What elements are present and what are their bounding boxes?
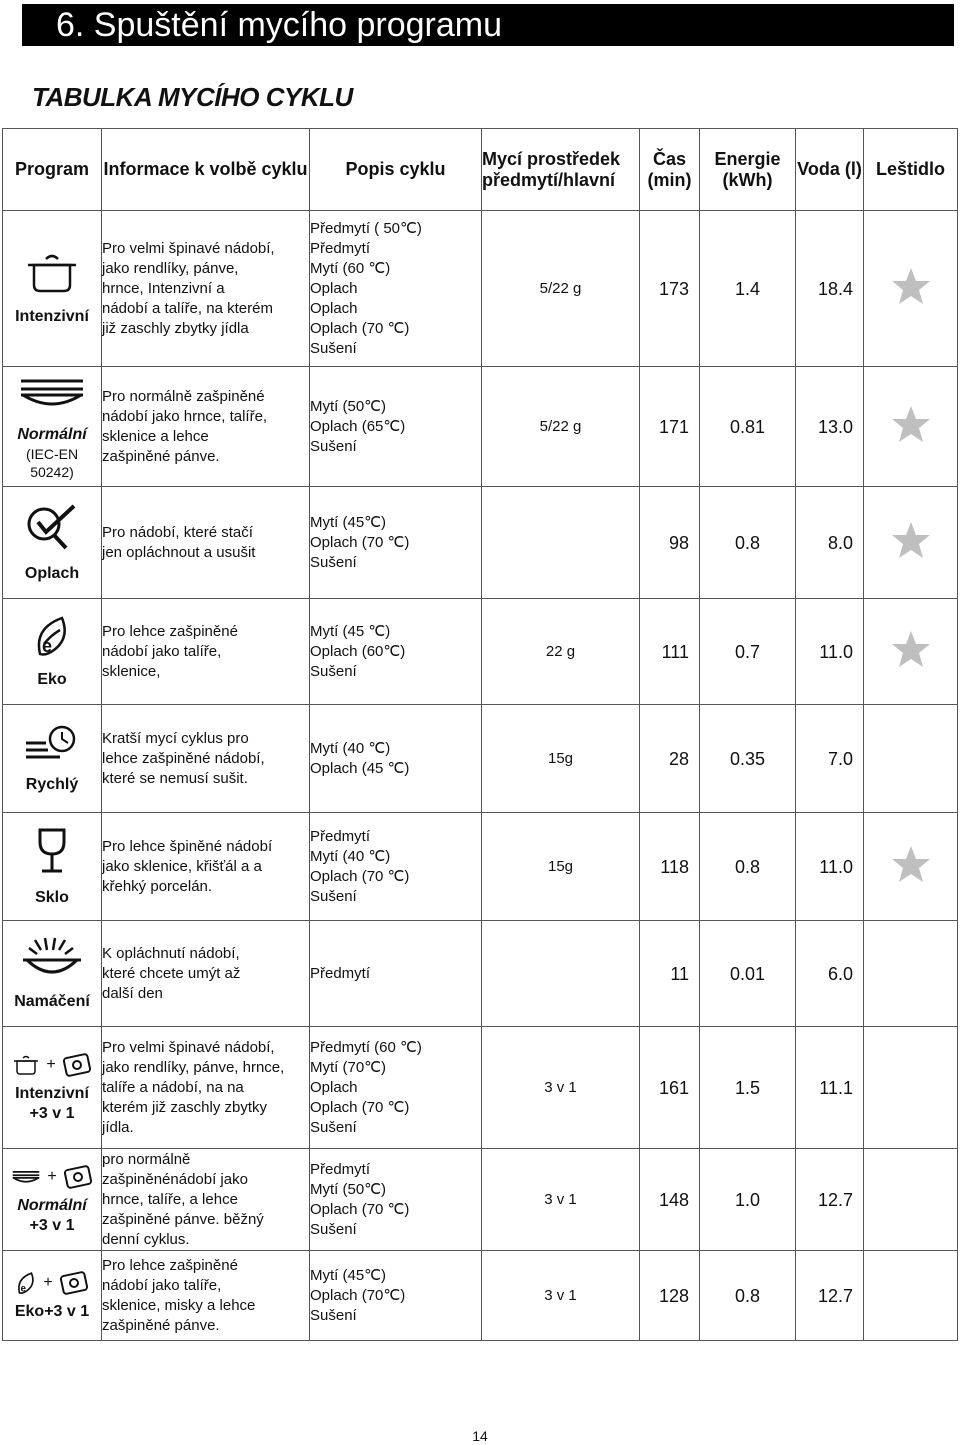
info-line: zašpiněné pánve.: [102, 1316, 220, 1334]
info-line: křehký porcelán.: [102, 877, 213, 895]
cycle-description: [310, 921, 482, 1027]
cycle-info: [102, 813, 310, 921]
water-value: 12.7: [796, 1149, 864, 1251]
energy-value: 0.01: [700, 921, 796, 1027]
time-value: 171: [640, 367, 700, 487]
info-line: Pro lehce zašpiněné: [102, 1256, 238, 1274]
pot-icon: [3, 251, 101, 301]
energy-value: 0.35: [700, 705, 796, 813]
soak-icon: [3, 936, 101, 986]
svg-text:e: e: [42, 635, 53, 656]
water-value: 11.0: [796, 813, 864, 921]
detergent-value: 3 v 1: [482, 1027, 640, 1149]
water-value: 6.0: [796, 921, 864, 1027]
desc-line: Předmytí: [310, 964, 371, 982]
rinse-aid-cell: [864, 1027, 958, 1149]
desc-line: Mytí (50℃): [310, 1180, 387, 1198]
program-cell: [3, 211, 102, 367]
star-icon: [890, 404, 932, 450]
table-row: [3, 1149, 958, 1251]
energy-value: 0.8: [700, 813, 796, 921]
detergent-value: 5/22 g: [482, 211, 640, 367]
desc-line: Mytí (70℃): [310, 1058, 387, 1076]
col-energy: Energie (kWh): [700, 129, 796, 211]
detergent-value: 22 g: [482, 599, 640, 705]
rinse-aid-cell: [864, 705, 958, 813]
info-line: lehce zašpiněné nádobí,: [102, 749, 265, 767]
info-line: jídla.: [102, 1118, 134, 1136]
info-line: jen opláchnout a usušit: [102, 543, 256, 561]
info-line: sklenice,: [102, 662, 161, 680]
desc-line: Předmytí ( 50℃): [310, 219, 422, 237]
info-line: Kratší mycí cyklus pro: [102, 729, 249, 747]
fast-clock-icon: [3, 723, 101, 769]
desc-line: Oplach (70 ℃): [310, 533, 410, 551]
table-row: [3, 211, 958, 367]
table-row: [3, 487, 958, 599]
program-cell: [3, 705, 102, 813]
time-value: 173: [640, 211, 700, 367]
water-value: 7.0: [796, 705, 864, 813]
rinse-aid-cell: [864, 1251, 958, 1341]
info-line: další den: [102, 984, 163, 1002]
cycle-description: [310, 813, 482, 921]
rinse-aid-cell: [864, 599, 958, 705]
info-line: Pro normálně zašpiněné: [102, 387, 265, 405]
program-name: Intenzivní: [15, 307, 89, 325]
desc-line: Oplach (70 ℃): [310, 319, 410, 337]
water-value: 8.0: [796, 487, 864, 599]
info-line: kterém již zaschly zbytky: [102, 1098, 268, 1116]
energy-value: 1.0: [700, 1149, 796, 1251]
detergent-value: 5/22 g: [482, 367, 640, 487]
water-value: 11.1: [796, 1027, 864, 1149]
info-line: již zaschly zbytky jídla: [102, 319, 249, 337]
cycle-info: [102, 1149, 310, 1251]
desc-line: Předmytí: [310, 1160, 371, 1178]
desc-line: Sušení: [310, 662, 357, 680]
col-desc: Popis cyklu: [310, 129, 482, 211]
plates-icon: [3, 373, 101, 419]
rinse-check-icon: [3, 502, 101, 558]
program-name: Sklo: [35, 888, 69, 906]
desc-line: Oplach (60℃): [310, 642, 406, 660]
col-program: Program: [3, 129, 102, 211]
program-name: Eko: [37, 670, 67, 688]
program-subtitle: +3 v 1: [29, 1216, 75, 1234]
water-value: 18.4: [796, 211, 864, 367]
star-icon: [890, 520, 932, 566]
col-rinse: Leštidlo: [864, 129, 958, 211]
program-cell: [3, 1251, 102, 1341]
program-subtitle: +3 v 1: [29, 1104, 75, 1122]
cycle-info: [102, 921, 310, 1027]
info-line: Pro velmi špinavé nádobí,: [102, 1038, 275, 1056]
desc-line: Předmytí (60 ℃): [310, 1038, 422, 1056]
table-title: TABULKA MYCÍHO CYKLU: [32, 82, 353, 112]
program-subtitle: (IEC-EN 50242): [25, 445, 79, 480]
program-name: Intenzivní: [15, 1084, 89, 1102]
desc-line: Předmytí: [310, 827, 371, 845]
star-icon: [890, 266, 932, 312]
svg-text:e: e: [20, 1283, 27, 1295]
energy-value: 0.8: [700, 1251, 796, 1341]
program-cell: [3, 1027, 102, 1149]
water-value: 12.7: [796, 1251, 864, 1341]
info-line: hrnce, talíře, a lehce: [102, 1190, 238, 1208]
desc-line: Mytí (40 ℃): [310, 847, 391, 865]
info-line: K opláchnutí nádobí,: [102, 944, 240, 962]
rinse-aid-cell: [864, 487, 958, 599]
energy-value: 0.8: [700, 487, 796, 599]
detergent-value: 3 v 1: [482, 1149, 640, 1251]
cycle-info: [102, 1251, 310, 1341]
glass-icon: [3, 826, 101, 882]
detergent-value: [482, 921, 640, 1027]
desc-line: Oplach: [310, 299, 358, 317]
water-value: 11.0: [796, 599, 864, 705]
plates-tablet-icon: +: [3, 1164, 101, 1190]
rinse-aid-cell: [864, 211, 958, 367]
cycle-description: [310, 1027, 482, 1149]
cycle-description: [310, 1149, 482, 1251]
star-icon: [890, 844, 932, 890]
info-line: jako sklenice, křišťál a a: [102, 857, 262, 875]
cycle-info: [102, 367, 310, 487]
time-value: 111: [640, 599, 700, 705]
info-line: které chcete umýt až: [102, 964, 241, 982]
desc-line: Oplach (45 ℃): [310, 759, 410, 777]
page-number: 14: [472, 1428, 488, 1444]
time-value: 148: [640, 1149, 700, 1251]
desc-line: Mytí (45 ℃): [310, 622, 391, 640]
info-line: talíře a nádobí, na na: [102, 1078, 244, 1096]
program-name: Normální: [17, 425, 87, 443]
cycle-info: [102, 487, 310, 599]
desc-line: Mytí (45℃): [310, 513, 387, 531]
energy-value: 1.5: [700, 1027, 796, 1149]
info-line: Pro nádobí, které stačí: [102, 523, 253, 541]
table-header-row: [3, 129, 958, 211]
info-line: Pro velmi špinavé nádobí,: [102, 239, 275, 257]
table-row: [3, 705, 958, 813]
section-header: [22, 4, 954, 46]
time-value: 11: [640, 921, 700, 1027]
info-line: jako rendlíky, pánve, hrnce,: [102, 1058, 285, 1076]
energy-value: 0.7: [700, 599, 796, 705]
col-detergent: Mycí prostředek předmytí/hlavní: [482, 129, 640, 211]
info-line: zašpiněné pánve.: [102, 447, 220, 465]
info-line: nádobí jako talíře,: [102, 642, 222, 660]
desc-line: Oplach (70 ℃): [310, 1200, 410, 1218]
table-row: [3, 599, 958, 705]
info-line: sklenice a lehce: [102, 427, 209, 445]
program-cell: [3, 487, 102, 599]
cycle-info: [102, 211, 310, 367]
time-value: 28: [640, 705, 700, 813]
table-row: [3, 1251, 958, 1341]
cycle-description: [310, 705, 482, 813]
table-row: [3, 921, 958, 1027]
leaf-icon: [3, 614, 101, 664]
col-water: Voda (l): [796, 129, 864, 211]
desc-line: Předmytí: [310, 239, 371, 257]
info-line: sklenice, misky a lehce: [102, 1296, 256, 1314]
program-cell: [3, 813, 102, 921]
table-row: [3, 367, 958, 487]
time-value: 128: [640, 1251, 700, 1341]
info-line: zašpiněné pánve. běžný: [102, 1210, 264, 1228]
detergent-value: 15g: [482, 705, 640, 813]
desc-line: Sušení: [310, 1220, 357, 1238]
info-line: pro normálně: [102, 1150, 191, 1168]
time-value: 98: [640, 487, 700, 599]
desc-line: Oplach (65℃): [310, 417, 406, 435]
water-value: 13.0: [796, 367, 864, 487]
desc-line: Sušení: [310, 437, 357, 455]
info-line: nádobí jako hrnce, talíře,: [102, 407, 268, 425]
program-name: Namáčení: [14, 992, 90, 1010]
desc-line: Oplach (70℃): [310, 1286, 406, 1304]
desc-line: Oplach: [310, 1078, 358, 1096]
desc-line: Oplach: [310, 279, 358, 297]
cycle-info: [102, 1027, 310, 1149]
col-time: Čas (min): [640, 129, 700, 211]
desc-line: Mytí (45℃): [310, 1266, 387, 1284]
info-line: hrnce, Intenzivní a: [102, 279, 225, 297]
time-value: 161: [640, 1027, 700, 1149]
desc-line: Mytí (60 ℃): [310, 259, 391, 277]
rinse-aid-cell: [864, 367, 958, 487]
cycle-description: [310, 487, 482, 599]
cycle-info: [102, 705, 310, 813]
table-row: [3, 813, 958, 921]
detergent-value: 15g: [482, 813, 640, 921]
desc-line: Sušení: [310, 887, 357, 905]
energy-value: 0.81: [700, 367, 796, 487]
rinse-aid-cell: [864, 813, 958, 921]
info-line: Pro lehce zašpiněné: [102, 622, 238, 640]
cycle-info: [102, 599, 310, 705]
pot-tablet-icon: +: [3, 1052, 101, 1078]
desc-line: Sušení: [310, 1306, 357, 1324]
program-name: Oplach: [24, 564, 80, 582]
star-icon: [890, 629, 932, 675]
info-line: Pro lehce špiněné nádobí: [102, 837, 273, 855]
desc-line: Sušení: [310, 339, 357, 357]
rinse-aid-cell: [864, 921, 958, 1027]
cycle-description: [310, 367, 482, 487]
info-line: nádobí jako talíře,: [102, 1276, 222, 1294]
program-name: Rychlý: [25, 775, 79, 793]
table-row: [3, 1027, 958, 1149]
program-cell: [3, 921, 102, 1027]
wash-cycle-table: [2, 128, 958, 1341]
col-info: Informace k volbě cyklu: [102, 129, 310, 211]
time-value: 118: [640, 813, 700, 921]
energy-value: 1.4: [700, 211, 796, 367]
program-name: Eko+3 v 1: [14, 1302, 90, 1320]
cycle-description: [310, 599, 482, 705]
program-cell: [3, 1149, 102, 1251]
info-line: denní cyklus.: [102, 1230, 190, 1248]
program-cell: [3, 599, 102, 705]
desc-line: Mytí (50℃): [310, 397, 387, 415]
detergent-value: 3 v 1: [482, 1251, 640, 1341]
section-title: 6. Spuštění mycího programu: [56, 6, 503, 44]
info-line: které se nemusí sušit.: [102, 769, 248, 787]
desc-line: Sušení: [310, 1118, 357, 1136]
detergent-value: [482, 487, 640, 599]
desc-line: Oplach (70 ℃): [310, 867, 410, 885]
cycle-description: [310, 211, 482, 367]
program-cell: [3, 367, 102, 487]
info-line: zašpiněnénádobí jako: [102, 1170, 248, 1188]
cycle-description: [310, 1251, 482, 1341]
program-name: Normální: [17, 1196, 87, 1214]
desc-line: Mytí (40 ℃): [310, 739, 391, 757]
leaf-tablet-icon: e +: [3, 1270, 101, 1296]
info-line: nádobí a talíře, na kterém: [102, 299, 273, 317]
desc-line: Sušení: [310, 553, 357, 571]
rinse-aid-cell: [864, 1149, 958, 1251]
desc-line: Oplach (70 ℃): [310, 1098, 410, 1116]
info-line: jako rendlíky, pánve,: [102, 259, 239, 277]
